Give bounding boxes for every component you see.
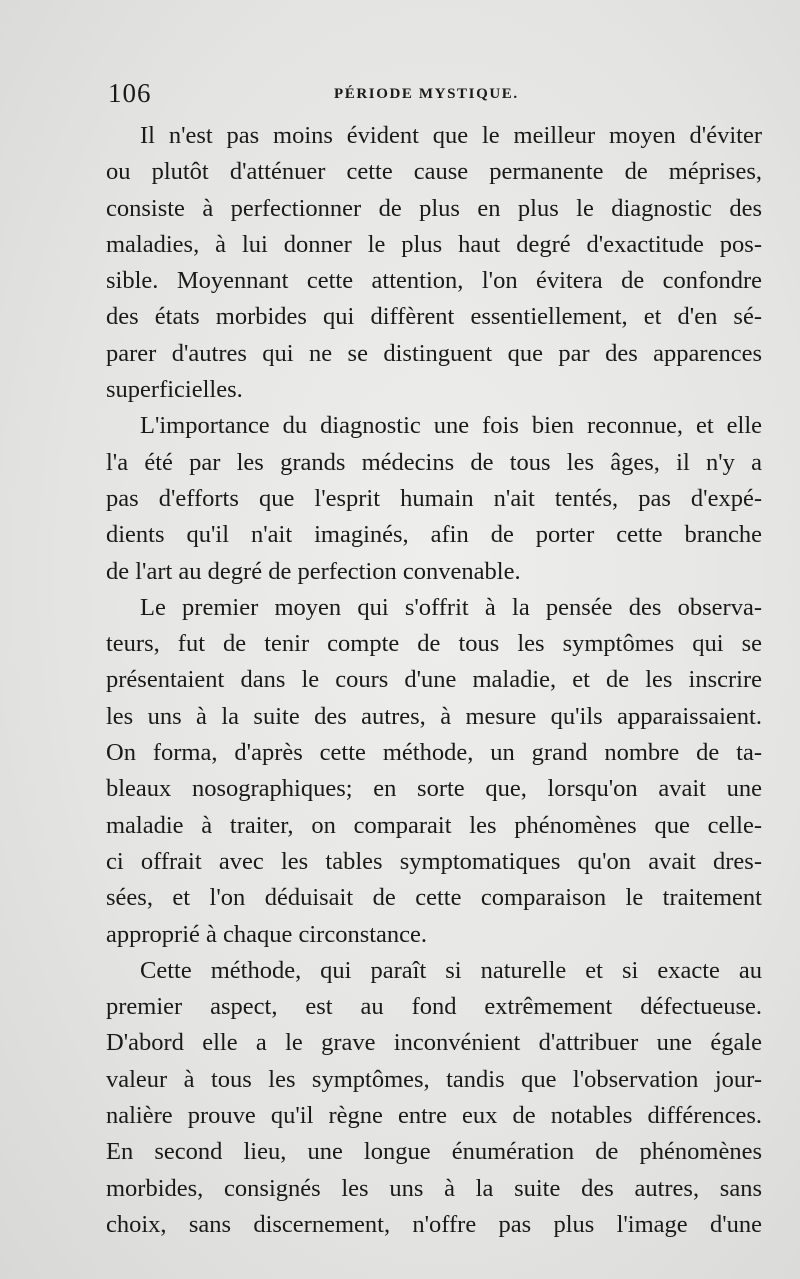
- text-line: présentaient dans le cours d'une maladie, et de les inscrire: [106, 666, 762, 694]
- text-line: premier aspect, est au fond extrêmement défectueuse.: [106, 993, 762, 1021]
- text-line: maladies, à lui donner le plus haut degré d'exactitude pos-: [106, 230, 762, 258]
- text-line: ou plutôt d'atténuer cette cause permanente de méprises,: [106, 158, 762, 186]
- text-line: approprié à chaque circonstance.: [106, 920, 428, 948]
- text-line: l'a été par les grands médecins de tous les âges, il n'y a: [106, 448, 762, 476]
- text-line: parer d'autres qui ne se distinguent que par des apparences: [106, 339, 762, 367]
- paragraph: [106, 118, 762, 408]
- text-line: pas d'efforts que l'esprit humain n'ait tentés, pas d'expé-: [106, 484, 762, 512]
- text-line: dients qu'il n'ait imaginés, afin de porter cette branche: [106, 521, 762, 549]
- text-line: D'abord elle a le grave inconvénient d'attribuer une égale: [106, 1029, 762, 1057]
- text-line: de l'art au degré de perfection convenable.: [106, 557, 521, 585]
- paragraph: [106, 590, 762, 953]
- text-line: teurs, fut de tenir compte de tous les symptômes qui se: [106, 630, 762, 658]
- text-line: des états morbides qui diffèrent essentiellement, et d'en sé-: [106, 303, 762, 331]
- paragraph: [106, 953, 762, 1243]
- text-line: On forma, d'après cette méthode, un grand nombre de ta-: [106, 739, 762, 767]
- text-line: Cette méthode, qui paraît si naturelle et si exacte au: [140, 956, 762, 984]
- page-header: [108, 78, 758, 112]
- text-line: nalière prouve qu'il règne entre eux de notables différences.: [106, 1102, 762, 1130]
- body-text: [106, 118, 762, 1243]
- text-line: ci offrait avec les tables symptomatiques qu'on avait dres-: [106, 847, 762, 875]
- text-line: les uns à la suite des autres, à mesure qu'ils apparaissaient.: [106, 702, 762, 730]
- text-line: bleaux nosographiques; en sorte que, lorsqu'on avait une: [106, 775, 762, 803]
- text-line: L'importance du diagnostic une fois bien reconnue, et elle: [140, 412, 762, 440]
- paragraph: [106, 408, 762, 589]
- text-line: maladie à traiter, on comparait les phénomènes que celle-: [106, 811, 762, 839]
- text-line: En second lieu, une longue énumération de phénomènes: [106, 1138, 762, 1166]
- text-line: morbides, consignés les uns à la suite des autres, sans: [106, 1174, 762, 1202]
- text-line: choix, sans discernement, n'offre pas plus l'image d'une: [106, 1210, 762, 1238]
- text-line: superficielles.: [106, 376, 243, 404]
- text-line: consiste à perfectionner de plus en plus le diagnostic des: [106, 194, 762, 222]
- text-line: valeur à tous les symptômes, tandis que l'observation jour-: [106, 1065, 762, 1093]
- page-number: 106: [108, 78, 152, 108]
- text-line: sées, et l'on déduisait de cette comparaison le traitement: [106, 884, 762, 912]
- running-head: PÉRIODE MYSTIQUE.: [334, 86, 519, 102]
- text-line: Il n'est pas moins évident que le meilleur moyen d'éviter: [140, 122, 762, 149]
- text-line: sible. Moyennant cette attention, l'on évitera de confondre: [106, 267, 762, 295]
- text-line: Le premier moyen qui s'offrit à la pensée des observa-: [140, 593, 762, 621]
